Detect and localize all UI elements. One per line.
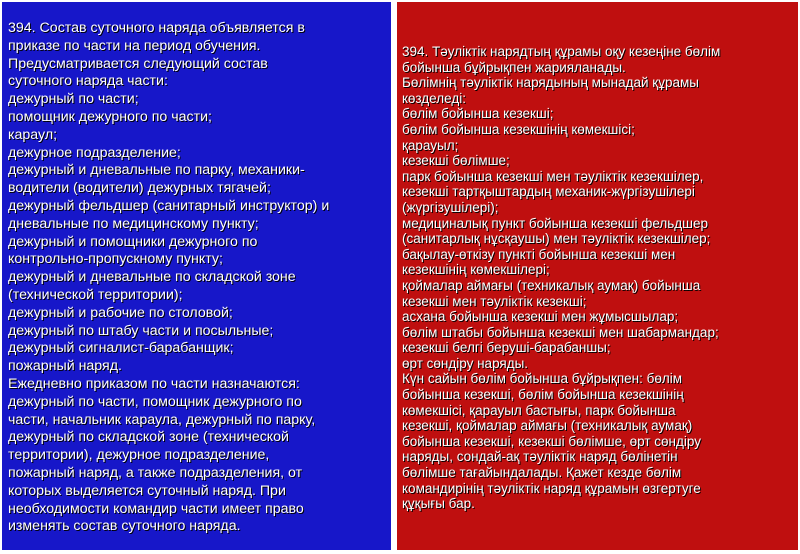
kazakh-text-line: (санитарлық нұсқаушы) мен тәуліктік кезекшілер; [402,231,711,247]
kazakh-text-line: бойынша кезекші, кезекші бөлімше, өрт сөндіру [402,433,701,449]
russian-text-line: суточного наряда части: [8,73,168,90]
russian-text-line: Предусматривается следующий состав [8,55,268,72]
kazakh-text-line: бақылау-өткізу пункті бойынша кезекші мен [402,246,676,262]
kazakh-text-line: қарауыл; [402,137,459,153]
kazakh-text-line: бөлім бойынша кезекшінің көмекшісі; [402,121,635,137]
russian-text-line: дежурный по складской зоне (технической [8,429,289,446]
kazakh-text-line: Күн сайын бөлім бойынша бұйрықпен: бөлім [402,371,683,387]
russian-text-line: караул; [8,126,58,143]
kazakh-text-line: кезекші белгі беруші-барабаншы; [402,340,611,356]
kazakh-text-line: кезекшінің көмекшілері; [402,262,550,278]
russian-text-line: части, начальник караула, дежурный по парку, [8,411,316,428]
russian-text-line: пожарный наряд. [8,358,122,375]
russian-text-line: дежурный и дневальные по парку, механики- [8,162,305,179]
kazakh-text-line: бойынша кезекші, бөлім бойынша кезекшінің [402,387,684,403]
russian-text-line: дежурный и рабочие по столовой; [8,304,233,321]
russian-text-line: пожарный наряд, а также подразделения, от [8,464,303,481]
kazakh-text-panel [397,2,798,550]
kazakh-text-line: кезекші бөлімше; [402,153,510,169]
russian-text-line: территории), дежурное подразделение, [8,447,270,464]
kazakh-text-line: бөлім штабы бойынша кезекші мен шабармандар; [402,324,719,340]
kazakh-text-line: командирінің тәуліктік наряд құрамын өзгертуге [402,480,701,496]
russian-text-line: дежурный по части, помощник дежурного по [8,393,302,410]
kazakh-text-line: кезекші тартқыштардың механик-жүргізушілері [402,184,695,200]
russian-text-line: Ежедневно приказом по части назначаются: [8,375,300,392]
kazakh-text-line: көзделеді: [402,90,466,106]
kazakh-text-line: өрт сөндіру наряды. [402,355,529,371]
kazakh-text-line: қоймалар аймағы (техникалық аумақ) бойынша [402,277,701,293]
russian-text-line: дневальные по медицинскому пункту; [8,215,259,232]
kazakh-text-line: Бөлімнің тәуліктік нарядының мынадай құрамы [402,75,699,91]
kazakh-text-line: құқығы бар. [402,496,475,512]
kazakh-text-line: бөлім бойынша кезекші; [402,106,554,122]
russian-text-line: дежурное подразделение; [8,144,181,161]
kazakh-text-line: (жүргізушілері); [402,199,499,215]
russian-text-line: дежурный по штабу части и посыльные; [8,322,274,339]
russian-text-panel [2,2,391,550]
russian-text-line: водители (водители) дежурных тягачей; [8,180,271,197]
kazakh-text-line: бойынша бұйрықпен жарияланады. [402,59,626,75]
russian-text-line: дежурный и помощники дежурного по [8,233,258,250]
russian-text-line: дежурный и дневальные по складской зоне [8,269,296,286]
kazakh-text-line: медициналық пункт бойынша кезекші фельдшер [402,215,709,231]
kazakh-text-line: кезекші мен тәуліктік кезекші; [402,293,587,309]
russian-text-line: (технической территории); [8,286,183,303]
russian-text-line: которых выделяется суточный наряд. При [8,482,286,499]
russian-text-line: помощник дежурного по части; [8,108,212,125]
russian-text-line: приказе по части на период обучения. [8,37,261,54]
russian-text-line: дежурный по части; [8,91,139,108]
kazakh-text-line: наряды, сондай-ақ тәуліктік наряд бөлінетін [402,449,678,465]
kazakh-text-line: парк бойынша кезекші мен тәуліктік кезекшілер, [402,168,704,184]
russian-text-line: необходимости командир части имеет право [8,500,304,517]
russian-text-line: контрольно-пропускному пункту; [8,251,223,268]
kazakh-text-line: асхана бойынша кезекші мен жұмысшылар; [402,309,679,325]
russian-text-line: дежурный сигналист-барабанщик; [8,340,234,357]
russian-text-line: 394. Состав суточного наряда объявляется в [8,20,305,36]
russian-text-line: изменять состав суточного наряда. [8,518,241,535]
kazakh-text-line: 394. Тәуліктік нарядтың құрамы оқу кезеңіне бөлім [402,44,721,59]
kazakh-text-line: бөлімше тағайындалады. Қажет кезде бөлім [402,465,682,481]
kazakh-text-line: көмекшісі, қарауыл бастығы, парк бойынша [402,402,676,418]
kazakh-text-line: кезекші, қоймалар аймағы (техникалық аумақ) [402,418,693,434]
russian-text-line: дежурный фельдшер (санитарный инструктор) и [8,197,330,214]
